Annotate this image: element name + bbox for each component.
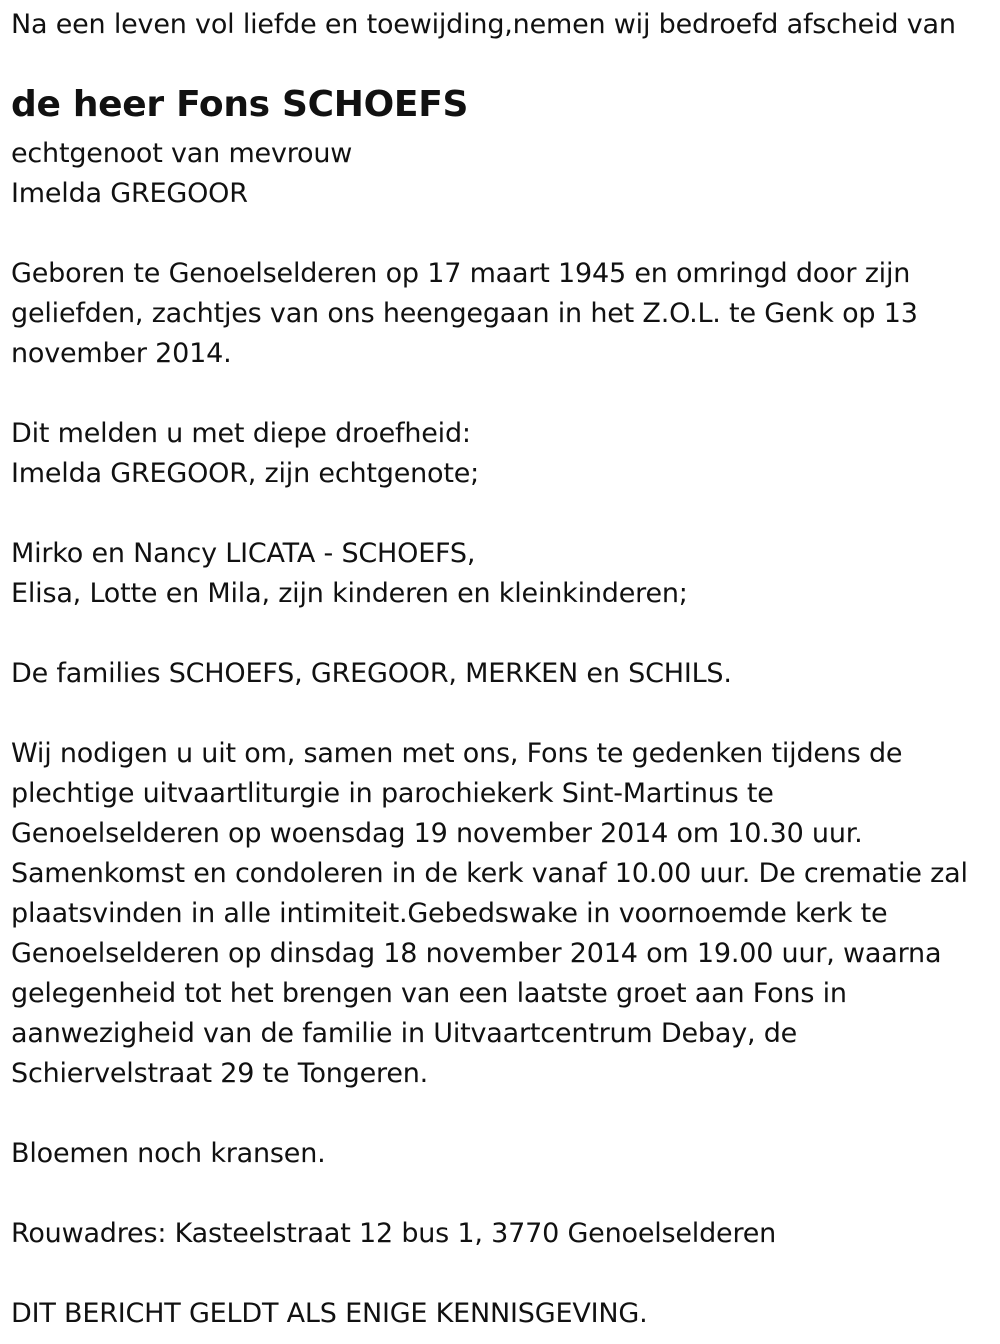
- birth-death-line-2: geliefden, zachtjes van ons heengegaan in het Z.O.L. te Genk op 13: [11, 298, 918, 329]
- address-line: Rouwadres: Kasteelstraat 12 bus 1, 3770 Genoelselderen: [11, 1218, 777, 1249]
- flowers-line: Bloemen noch kransen.: [11, 1138, 326, 1169]
- ceremony-line-2: plechtige uitvaartliturgie in parochiekerk Sint-Martinus te: [11, 778, 774, 809]
- ceremony-line-7: gelegenheid tot het brengen van een laatste groet aan Fons in: [11, 978, 847, 1009]
- spouse-announcer: Imelda GREGOOR, zijn echtgenote;: [11, 458, 480, 489]
- families-line: De families SCHOEFS, GREGOOR, MERKEN en SCHILS.: [11, 658, 732, 689]
- announcers-intro: Dit melden u met diepe droefheid:: [11, 418, 471, 449]
- spouse-line-1: echtgenoot van mevrouw: [11, 138, 353, 169]
- ceremony-line-4: Samenkomst en condoleren in de kerk vanaf 10.00 uur. De crematie zal: [11, 858, 968, 889]
- ceremony-line-8: aanwezigheid van de familie in Uitvaartcentrum Debay, de: [11, 1018, 798, 1049]
- ceremony-line-6: Genoelselderen op dinsdag 18 november 2014 om 19.00 uur, waarna: [11, 938, 942, 969]
- ceremony-line-5: plaatsvinden in alle intimiteit.Gebedswake in voornoemde kerk te: [11, 898, 888, 929]
- birth-death-line-3: november 2014.: [11, 338, 232, 369]
- children-line-1: Mirko en Nancy LICATA - SCHOEFS,: [11, 538, 476, 569]
- ceremony-line-3: Genoelselderen op woensdag 19 november 2014 om 10.30 uur.: [11, 818, 863, 849]
- deceased-name: de heer Fons SCHOEFS: [11, 84, 469, 125]
- spouse-line-2: Imelda GREGOOR: [11, 178, 248, 209]
- intro-text: Na een leven vol liefde en toewijding,nemen wij bedroefd afscheid van: [11, 9, 956, 40]
- closing-line: DIT BERICHT GELDT ALS ENIGE KENNISGEVING.: [11, 1298, 648, 1329]
- birth-death-line-1: Geboren te Genoelselderen op 17 maart 1945 en omringd door zijn: [11, 258, 911, 289]
- ceremony-line-1: Wij nodigen u uit om, samen met ons, Fons te gedenken tijdens de: [11, 738, 903, 769]
- ceremony-line-9: Schiervelstraat 29 te Tongeren.: [11, 1058, 429, 1089]
- children-line-2: Elisa, Lotte en Mila, zijn kinderen en kleinkinderen;: [11, 578, 688, 609]
